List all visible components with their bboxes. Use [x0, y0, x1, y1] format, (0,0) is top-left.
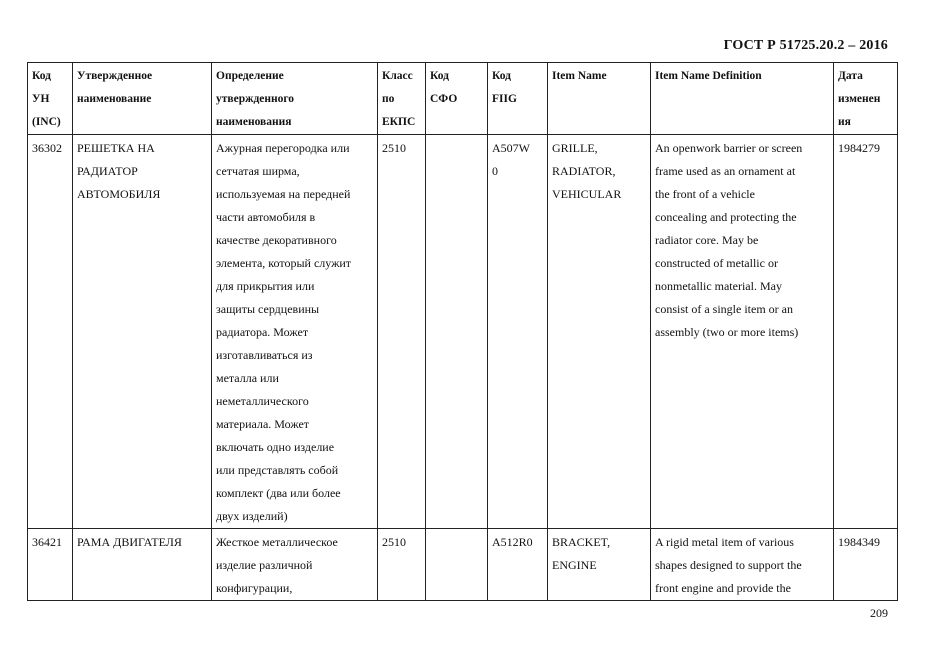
cell-date-changed: 1984349	[834, 529, 898, 601]
header-fiig-code: Код FIIG	[488, 63, 548, 135]
cell-definition-ru: Ажурная перегородка или сетчатая ширма, используемая на передней части автомобиля в качестве декоративного элемента, который служит для прикрытия или защиты сердцевины радиатора. Может изготавливаться из металла или неметаллического материала. Может включать одно изделие или представлять собой комплект (два или более двух изделий)	[212, 135, 378, 529]
cell-item-name: GRILLE, RADIATOR, VEHICULAR	[548, 135, 651, 529]
page-number: 209	[870, 606, 888, 620]
header-definition: Определение утвержденного наименования	[212, 63, 378, 135]
cell-inc-code: 36421	[28, 529, 73, 601]
cell-item-name-definition: An openwork barrier or screen frame used as an ornament at the front of a vehicle concealing and protecting the radiator core. May be constructed of metallic or nonmetallic material. May consist of a single item or an assembly (two or more items)	[651, 135, 834, 529]
cell-sfo-code	[426, 135, 488, 529]
cell-inc-code: 36302	[28, 135, 73, 529]
cell-class-ekps: 2510	[378, 135, 426, 529]
table-row	[28, 529, 898, 601]
item-catalog-table	[27, 62, 898, 601]
header-inc-code: Код УН (INC)	[28, 63, 73, 135]
document-standard-title: ГОСТ Р 51725.20.2 – 2016	[723, 38, 888, 53]
table-header-row	[28, 63, 898, 135]
cell-class-ekps: 2510	[378, 529, 426, 601]
cell-definition-ru: Жесткое металлическое изделие различной конфигурации,	[212, 529, 378, 601]
header-approved-name: Утвержденное наименование	[73, 63, 212, 135]
header-class-ekps: Класс по ЕКПС	[378, 63, 426, 135]
cell-item-name: BRACKET, ENGINE	[548, 529, 651, 601]
cell-item-name-definition: A rigid metal item of various shapes designed to support the front engine and provide the	[651, 529, 834, 601]
header-sfo-code: Код СФО	[426, 63, 488, 135]
cell-approved-name: РЕШЕТКА НА РАДИАТОР АВТОМОБИЛЯ	[73, 135, 212, 529]
cell-fiig-code: A512R0	[488, 529, 548, 601]
cell-date-changed: 1984279	[834, 135, 898, 529]
table-row	[28, 135, 898, 529]
header-date-changed: Дата изменен ия	[834, 63, 898, 135]
cell-fiig-code: A507W 0	[488, 135, 548, 529]
cell-sfo-code	[426, 529, 488, 601]
header-item-name: Item Name	[548, 63, 651, 135]
cell-approved-name: РАМА ДВИГАТЕЛЯ	[73, 529, 212, 601]
header-item-name-definition: Item Name Definition	[651, 63, 834, 135]
